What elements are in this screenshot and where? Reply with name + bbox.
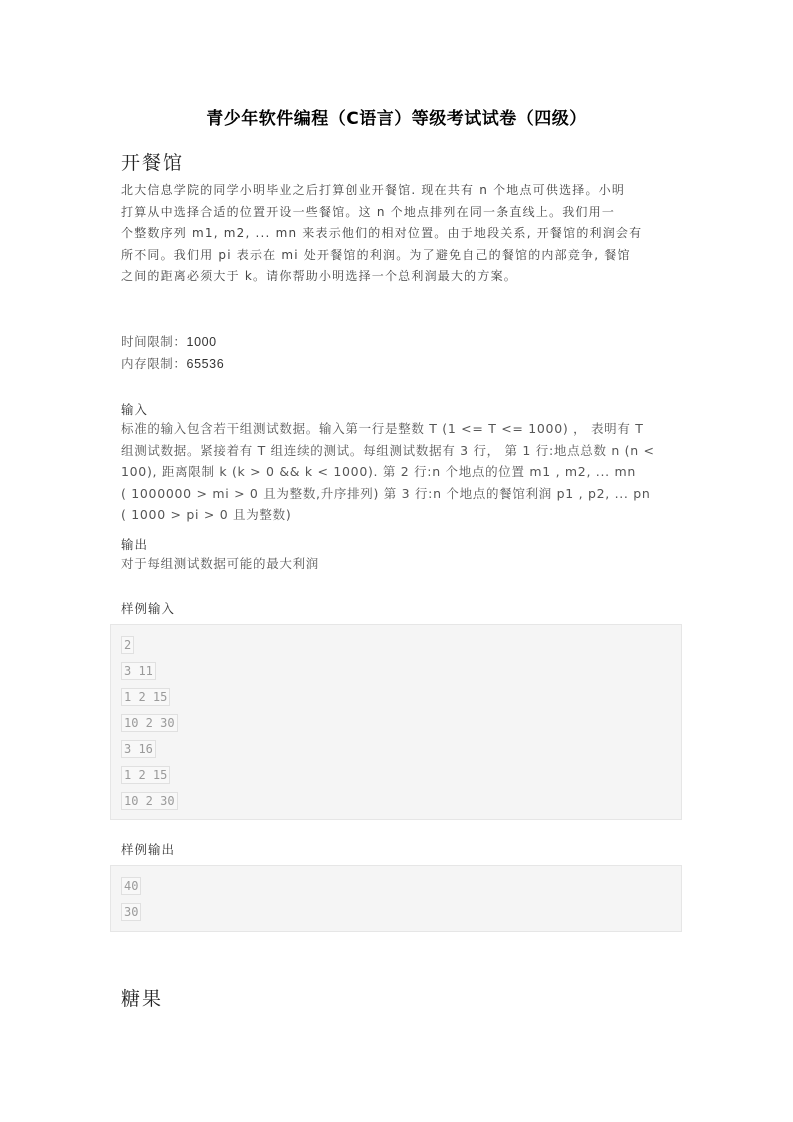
problem-description <box>121 180 677 288</box>
input-line: 标准的输入包含若干组测试数据。输入第一行是整数 T (1 <= T <= 1000) ， 表明有 T <box>121 421 644 436</box>
sample-input-line: 3 16 <box>121 740 156 758</box>
sample-input-line: 3 11 <box>121 662 156 680</box>
memory-limit-label: 内存限制： <box>121 356 187 371</box>
sample-input-line: 2 <box>121 636 134 654</box>
memory-limit-value: 65536 <box>186 357 225 371</box>
problem-title: 开餐馆 <box>121 152 185 174</box>
sample-input-box <box>110 624 682 820</box>
limits-block <box>121 331 224 375</box>
time-limit <box>121 331 224 353</box>
sample-output-line: 30 <box>121 903 141 921</box>
input-line: ( 1000000 > mi > 0 且为整数,升序排列) 第 3 行:n 个地点的餐馆利润 p1 , p2, ... pn <box>121 485 651 501</box>
output-description: 对于每组测试数据可能的最大利润 <box>121 556 320 571</box>
memory-limit <box>121 353 224 375</box>
next-problem-title: 糖果 <box>121 988 164 1010</box>
sample-input-line: 1 2 15 <box>121 688 170 706</box>
time-limit-label: 时间限制： <box>121 334 187 349</box>
sample-output-label: 样例输出 <box>121 842 176 857</box>
sample-input-label: 样例输入 <box>121 601 176 616</box>
description-line: 北大信息学院的同学小明毕业之后打算创业开餐馆. 现在共有 n 个地点可供选择。小明 <box>121 183 626 197</box>
input-line: 组测试数据。紧接着有 T 组连续的测试。每组测试数据有 3 行， 第 1 行:地点总数 n (n < <box>121 442 655 458</box>
input-line: ( 1000 > pi > 0 且为整数) <box>121 507 292 522</box>
input-line: 100), 距离限制 k (k > 0 && k < 1000). 第 2 行:n 个地点的位置 m1 , m2, ... mn <box>121 464 636 479</box>
sample-output-box <box>110 865 682 932</box>
input-description <box>121 418 677 526</box>
time-limit-value: 1000 <box>186 335 217 349</box>
input-label: 输入 <box>121 402 149 417</box>
description-line: 所不同。我们用 pi 表示在 mi 处开餐馆的利润。为了避免自己的餐馆的内部竞争, 餐馆 <box>121 247 631 262</box>
sample-input-line: 10 2 30 <box>121 792 178 810</box>
description-line: 打算从中选择合适的位置开设一些餐馆。这 n 个地点排列在同一条直线上。我们用一 <box>121 204 616 219</box>
description-line: 之间的距离必须大于 k。请你帮助小明选择一个总利润最大的方案。 <box>121 269 517 283</box>
sample-output-line: 40 <box>121 877 141 895</box>
sample-input-line: 10 2 30 <box>121 714 178 732</box>
document-title: 青少年软件编程（C语言）等级考试试卷（四级） <box>206 109 587 129</box>
description-line: 个整数序列 m1, m2, ... mn 来表示他们的相对位置。由于地段关系, 开餐馆的利润会有 <box>121 226 643 240</box>
sample-input-line: 1 2 15 <box>121 766 170 784</box>
output-label: 输出 <box>121 537 149 552</box>
